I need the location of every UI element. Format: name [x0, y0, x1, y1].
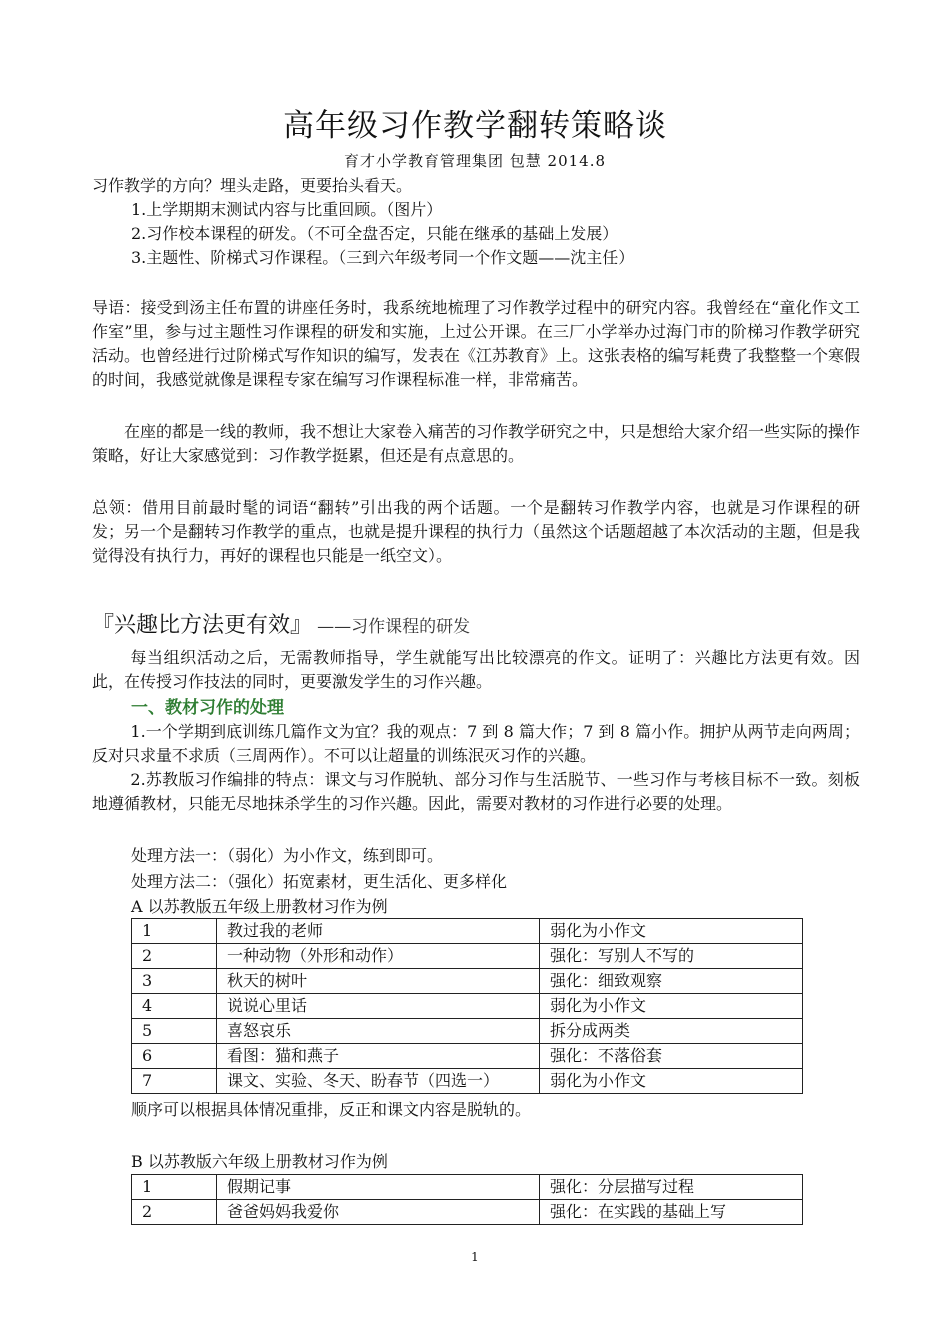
table-b [131, 1174, 803, 1225]
cell-topic: 秋天的树叶 [217, 969, 540, 994]
heading-1: 一、教材习作的处理 [131, 698, 284, 718]
cell-method: 强化：不落俗套 [540, 1044, 803, 1069]
cell-topic: 喜怒哀乐 [217, 1019, 540, 1044]
table-a-caption: A 以苏教版五年级上册教材习作为例 [131, 897, 388, 916]
section-paragraph: 每当组织活动之后，无需教师指导，学生就能写出比较漂亮的作文。证明了：兴趣比方法更有效。因此，在传授习作技法的同时，更要激发学生的习作兴趣。 [92, 648, 860, 691]
intro-item: 3.主题性、阶梯式习作课程。（三到六年级考同一个作文题——沈主任） [131, 248, 635, 267]
cell-topic: 教过我的老师 [217, 919, 540, 944]
table-row [132, 1175, 803, 1200]
table-b-caption: B 以苏教版六年级上册教材习作为例 [131, 1152, 388, 1171]
cell-topic: 说说心里话 [217, 994, 540, 1019]
cell-method: 强化：写别人不写的 [540, 944, 803, 969]
cell-method: 拆分成两类 [540, 1019, 803, 1044]
cell-topic: 课文、实验、冬天、盼春节（四选一） [217, 1069, 540, 1094]
table-row [132, 944, 803, 969]
page-number: 1 [471, 1250, 479, 1264]
cell-method: 强化：在实践的基础上写 [540, 1200, 803, 1225]
table-a-note: 顺序可以根据具体情况重排，反正和课文内容是脱轨的。 [131, 1100, 532, 1119]
table-row [132, 1044, 803, 1069]
cell-number: 3 [132, 969, 217, 994]
intro-item: 1.上学期期末测试内容与比重回顾。（图片） [131, 200, 443, 219]
table-row [132, 1200, 803, 1225]
table-row [132, 1069, 803, 1094]
table-row [132, 919, 803, 944]
method-1: 处理方法一：（弱化）为小作文，练到即可。 [131, 846, 444, 865]
daoyu-paragraph: 导语：接受到汤主任布置的讲座任务时，我系统地梳理了习作教学过程中的研究内容。我曾经在“童化作文工作室”里，参与过主题性习作课程的研发和实施，上过公开课。在三厂小学举办过海门市的阶梯习作教学研究活动。也曾经进行过阶梯式写作知识的编写，发表在《江苏教育》上。这张表格的编写耗费了我整整一个寒假的时间，我感觉就像是课程专家在编写习作课程标准一样，非常痛苦。 [92, 298, 861, 389]
cell-method: 弱化为小作文 [540, 994, 803, 1019]
cell-method: 弱化为小作文 [540, 919, 803, 944]
intro-item: 2.习作校本课程的研发。（不可全盘否定，只能在继承的基础上发展） [131, 224, 619, 243]
cell-number: 2 [132, 944, 217, 969]
method-2: 处理方法二：（强化）拓宽素材，更生活化、更多样化 [131, 872, 508, 891]
cell-number: 5 [132, 1019, 217, 1044]
cell-number: 7 [132, 1069, 217, 1094]
point-2: 2.苏教版习作编排的特点：课文与习作脱轨、部分习作与生活脱节、一些习作与考核目标不一致。刻板地遵循教材，只能无尽地抹杀学生的习作兴趣。因此，需要对教材的习作进行必要的处理。 [92, 770, 860, 813]
cell-topic: 一种动物（外形和动作） [217, 944, 540, 969]
table-row [132, 969, 803, 994]
section-heading [92, 608, 470, 639]
cell-topic: 假期记事 [217, 1175, 540, 1200]
page-title: 高年级习作教学翻转策略谈 [283, 108, 667, 144]
cell-number: 2 [132, 1200, 217, 1225]
cell-topic: 爸爸妈妈我爱你 [217, 1200, 540, 1225]
daoyu-paragraph-2: 在座的都是一线的教师，我不想让大家卷入痛苦的习作教学研究之中，只是想给大家介绍一些实际的操作策略，好让大家感觉到：习作教学挺累，但还是有点意思的。 [92, 422, 861, 465]
section-subtitle: ——习作课程的研发 [317, 617, 471, 637]
table-row [132, 1019, 803, 1044]
cell-method: 强化：分层描写过程 [540, 1175, 803, 1200]
cell-number: 1 [132, 919, 217, 944]
section-title: 『兴趣比方法更有效』 [92, 613, 313, 638]
cell-number: 4 [132, 994, 217, 1019]
cell-method: 弱化为小作文 [540, 1069, 803, 1094]
cell-method: 强化：细致观察 [540, 969, 803, 994]
cell-number: 1 [132, 1175, 217, 1200]
cell-number: 6 [132, 1044, 217, 1069]
table-row [132, 994, 803, 1019]
intro-question: 习作教学的方向？埋头走路，更要抬头看天。 [92, 176, 413, 195]
table-a [131, 918, 803, 1094]
zongling-paragraph: 总领：借用目前最时髦的词语“翻转”引出我的两个话题。一个是翻转习作教学内容，也就是习作课程的研发；另一个是翻转习作教学的重点，也就是提升课程的执行力（虽然这个话题超越了本次活动的主题，但是我觉得没有执行力，再好的课程也只能是一纸空文）。 [92, 498, 861, 565]
cell-topic: 看图：猫和燕子 [217, 1044, 540, 1069]
author-line: 育才小学教育管理集团 包慧 2014.8 [343, 152, 607, 170]
point-1: 1.一个学期到底训练几篇作文为宜？我的观点：7 到 8 篇大作；7 到 8 篇小作。拥护从两节走向两周；反对只求量不求质（三周两作）。不可以让超量的训练泯灭习作的兴趣。 [92, 722, 860, 765]
